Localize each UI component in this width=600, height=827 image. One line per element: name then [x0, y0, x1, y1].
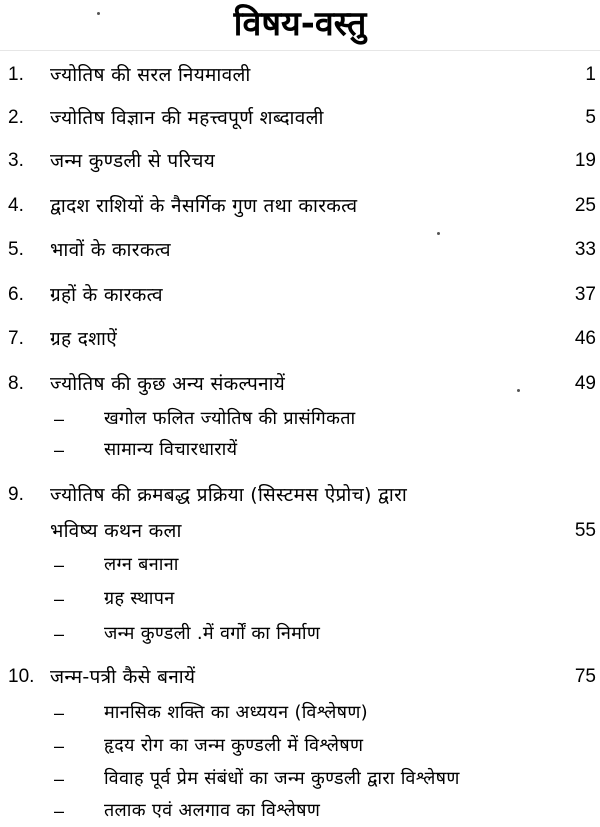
entry-title: जन्म-पत्री कैसे बनायें	[50, 666, 196, 688]
toc-subentry	[0, 619, 600, 649]
sub-dash: –	[54, 555, 65, 575]
entry-title: ज्योतिष विज्ञान की महत्त्वपूर्ण शब्दावली	[50, 107, 324, 129]
toc-entry-4	[0, 191, 600, 221]
sub-dash: –	[54, 589, 65, 609]
entry-title: द्वादश राशियों के नैसर्गिक गुण तथा कारकत्व	[50, 195, 358, 217]
subentry-title: हृदय रोग का जन्म कुण्डली में विश्लेषण	[104, 735, 364, 756]
entry-page: 75	[574, 666, 596, 687]
subentry-title: लग्न बनाना	[104, 554, 179, 575]
entry-page: 19	[574, 150, 596, 171]
entry-number: 2.	[8, 107, 24, 128]
toc-entry-1	[0, 60, 600, 90]
entry-number: 5.	[8, 239, 24, 260]
entry-title: ज्योतिष की कुछ अन्य संकल्पनायें	[50, 373, 286, 395]
sub-dash: –	[54, 624, 65, 644]
entry-page: 1	[585, 64, 596, 85]
toc-entry-7	[0, 324, 600, 354]
entry-number: 7.	[8, 328, 24, 349]
entry-title: ज्योतिष की क्रमबद्ध प्रक्रिया (सिस्टमस ऐप्रोच) द्वारा	[50, 484, 408, 506]
entry-title-continued: भविष्य कथन कला	[50, 520, 182, 542]
sub-dash: –	[54, 409, 65, 429]
scan-speck	[97, 12, 100, 15]
sub-dash: –	[54, 440, 65, 460]
entry-page: 5	[585, 107, 596, 128]
toc-entry-8	[0, 369, 600, 399]
entry-page: 49	[574, 373, 596, 394]
entry-page: 25	[574, 195, 596, 216]
toc-subentry	[0, 698, 600, 728]
toc-entry-5	[0, 235, 600, 265]
entry-page: 55	[574, 520, 596, 541]
toc-subentry	[0, 550, 600, 580]
toc-subentry	[0, 435, 600, 465]
toc-subentry	[0, 404, 600, 434]
sub-dash: –	[54, 801, 65, 821]
toc-entry-3	[0, 146, 600, 176]
entry-number: 9.	[8, 484, 24, 505]
sub-dash: –	[54, 769, 65, 789]
entry-number: 8.	[8, 373, 24, 394]
toc-subentry	[0, 764, 600, 794]
entry-title: भावों के कारकत्व	[50, 239, 171, 261]
entry-title: ग्रहों के कारकत्व	[50, 284, 163, 306]
entry-page: 33	[574, 239, 596, 260]
entry-number: 6.	[8, 284, 24, 305]
page-title: विषय-वस्तु	[233, 4, 367, 44]
subentry-title: तलाक एवं अलगाव का विश्लेषण	[104, 800, 321, 821]
entry-number: 3.	[8, 150, 24, 171]
title-rule	[0, 50, 600, 51]
toc-entry-2	[0, 103, 600, 133]
scan-speck	[517, 389, 520, 392]
toc-entry-9-continued	[0, 516, 600, 546]
subentry-title: जन्म कुण्डली .में वर्गों का निर्माण	[104, 623, 321, 644]
scan-speck	[437, 232, 440, 235]
entry-number: 1.	[8, 64, 24, 85]
entry-number: 10.	[8, 666, 35, 687]
toc-subentry	[0, 796, 600, 826]
toc-entry-10	[0, 662, 600, 692]
toc-entry-9	[0, 480, 600, 510]
subentry-title: मानसिक शक्ति का अध्ययन (विश्लेषण)	[104, 702, 368, 723]
subentry-title: सामान्य विचारधारायें	[104, 439, 238, 460]
sub-dash: –	[54, 703, 65, 723]
entry-page: 46	[574, 328, 596, 349]
entry-title: ज्योतिष की सरल नियमावली	[50, 64, 251, 86]
sub-dash: –	[54, 736, 65, 756]
entry-title: ग्रह दशाऐं	[50, 328, 118, 350]
toc-entry-6	[0, 280, 600, 310]
entry-title: जन्म कुण्डली से परिचय	[50, 150, 216, 172]
toc-subentry	[0, 731, 600, 761]
subentry-title: विवाह पूर्व प्रेम संबंधों का जन्म कुण्डली द्वारा विश्लेषण	[104, 768, 460, 789]
subentry-title: खगोल फलित ज्योतिष की प्रासंगिकता	[104, 408, 356, 429]
subentry-title: ग्रह स्थापन	[104, 588, 175, 609]
entry-page: 37	[574, 284, 596, 305]
toc-subentry	[0, 584, 600, 614]
entry-number: 4.	[8, 195, 24, 216]
